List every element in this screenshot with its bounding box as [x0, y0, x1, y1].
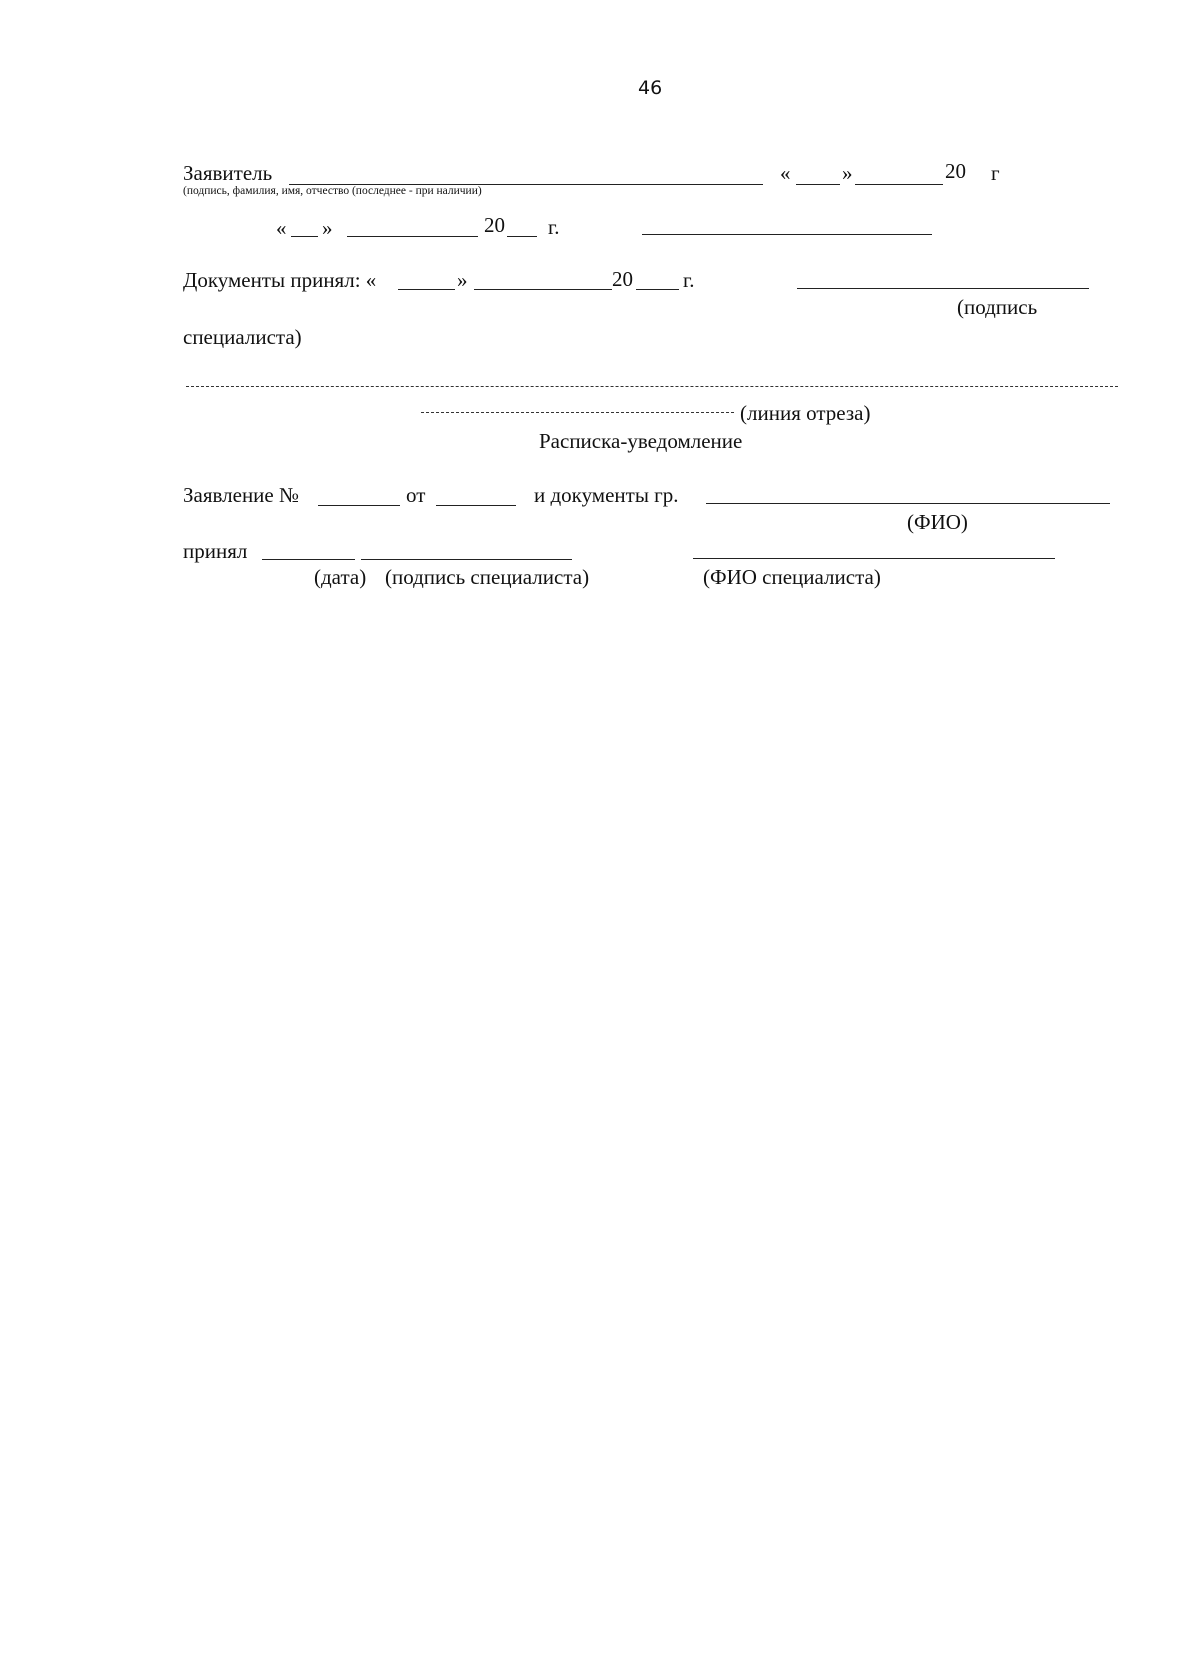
accepted-year-field[interactable]: [636, 289, 679, 290]
citizen-fio-field[interactable]: [706, 503, 1110, 504]
fio-hint: (ФИО): [907, 510, 968, 534]
accepted-label: Документы принял: «: [183, 268, 377, 292]
applicant-day-field[interactable]: [796, 184, 840, 185]
accepted-hint-part1: (подпись: [957, 295, 1038, 319]
statement-label: Заявление №: [183, 483, 300, 507]
accepted-year-suffix: г.: [683, 268, 695, 292]
date-signature-field[interactable]: [642, 234, 932, 235]
accepted-close-quote: »: [457, 268, 468, 292]
receipt-title: Расписка-уведомление: [539, 429, 743, 453]
accepted-hint-part2: специалиста): [183, 325, 302, 349]
accepted-month-field[interactable]: [474, 289, 612, 290]
signature-hint: (подпись специалиста): [385, 565, 590, 589]
date-close-quote: »: [322, 216, 333, 240]
cut-line-label: (линия отреза): [740, 401, 871, 425]
page-number: 46: [638, 77, 663, 99]
applicant-year-suffix: г: [991, 161, 1000, 185]
applicant-open-quote: «: [780, 161, 791, 185]
accepted-date-field[interactable]: [262, 559, 355, 560]
date-open-quote: «: [276, 216, 287, 240]
date-year-suffix: г.: [548, 215, 560, 239]
specialist-fio-field[interactable]: [693, 558, 1055, 559]
from-label: от: [406, 483, 426, 507]
specialist-signature-field[interactable]: [361, 559, 572, 560]
date-month-field[interactable]: [347, 236, 478, 237]
applicant-close-quote: »: [842, 161, 853, 185]
cut-line: [186, 386, 1118, 387]
accepted-day-field[interactable]: [398, 289, 455, 290]
accepted-signature-field[interactable]: [797, 288, 1089, 289]
cut-line-short: [421, 412, 734, 413]
applicant-month-field[interactable]: [855, 184, 943, 185]
date-year-field[interactable]: [507, 236, 537, 237]
accepted-year-prefix: 20: [612, 267, 633, 291]
accepted-by-label: принял: [183, 539, 248, 563]
statement-date-field[interactable]: [436, 505, 516, 506]
applicant-label: Заявитель: [183, 161, 273, 185]
statement-number-field[interactable]: [318, 505, 400, 506]
applicant-year-prefix: 20: [945, 159, 966, 183]
specialist-fio-hint: (ФИО специалиста): [703, 565, 881, 589]
documents-label: и документы гр.: [534, 483, 679, 507]
date-day-field[interactable]: [291, 236, 318, 237]
applicant-hint: (подпись, фамилия, имя, отчество (последнее - при наличии): [183, 185, 482, 197]
date-year-prefix: 20: [484, 213, 505, 237]
date-hint: (дата): [314, 565, 367, 589]
